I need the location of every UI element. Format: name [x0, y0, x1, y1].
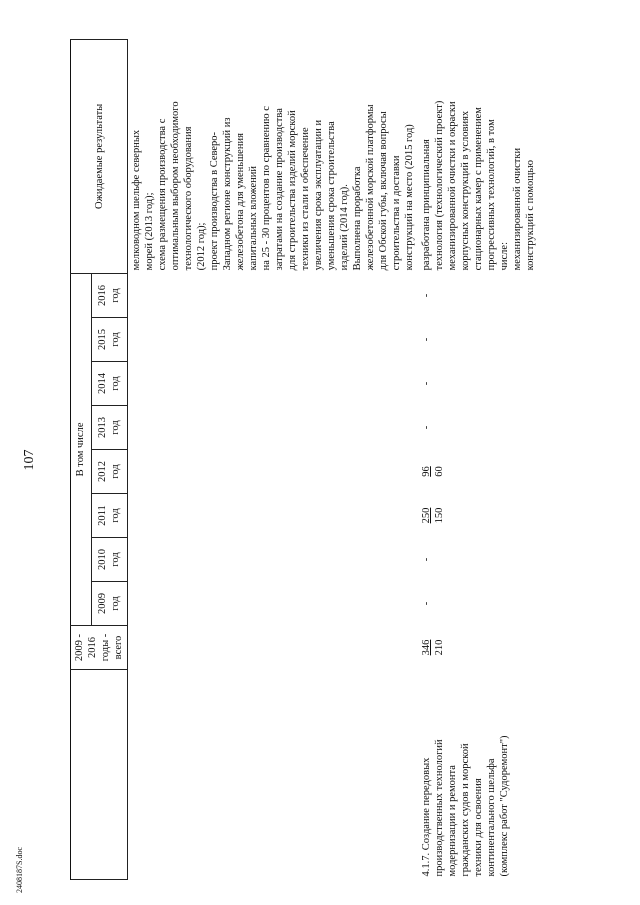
- header-row-1: [71, 39, 92, 879]
- header-total: 2009 - 2016 годы - всего: [71, 626, 128, 670]
- row-2012-top: 96: [421, 466, 432, 477]
- row-results: разработана принципиальная технология (технологический проект) механизированной очистки и окраски корпусных конструкций в условиях стационарных камер с применением прогрессивных технологий, в том числе: механизированной очистки конструкций с помощью: [421, 100, 536, 271]
- header-year: 2009 год: [91, 582, 127, 626]
- header-year: 2011 год: [91, 494, 127, 538]
- row-name: 4.1.7. Создание передовых производственных технологий модернизации и ремонта гражданских судов и морской техники для освоения континентального шельфа (комплекс работ "Судоремонт"): [421, 735, 510, 877]
- row-2013: -: [421, 425, 432, 430]
- rotated-page: [22, 40, 630, 880]
- row-2012-bottom: 60: [434, 466, 445, 477]
- row-2010: -: [421, 557, 432, 562]
- header-year: 2015 год: [91, 318, 127, 362]
- header-year: 2014 год: [91, 362, 127, 406]
- header-year: 2012 год: [91, 450, 127, 494]
- header-in-total: В том числе: [71, 273, 92, 625]
- header-year: 2013 год: [91, 406, 127, 450]
- row-total: [418, 626, 539, 670]
- page-number: 107: [22, 449, 37, 471]
- row-2011-bottom: 150: [434, 507, 445, 524]
- header-year: 2016 год: [91, 273, 127, 317]
- row-total-top: 346: [421, 639, 432, 656]
- row-2016: -: [421, 293, 432, 298]
- continuation-row: [128, 39, 419, 879]
- row-2014: -: [421, 381, 432, 386]
- footer-filename: 2408187S.doc: [15, 847, 24, 893]
- row-2015: -: [421, 337, 432, 342]
- row-2011: [418, 494, 539, 538]
- row-2012: [418, 450, 539, 494]
- header-year: 2010 год: [91, 538, 127, 582]
- header-results: Ожидаемые результаты: [71, 39, 128, 273]
- row-total-bottom: 210: [434, 639, 445, 656]
- program-table: [70, 39, 539, 880]
- row-2009: -: [421, 601, 432, 606]
- row-2011-top: 250: [421, 507, 432, 524]
- table-row: [418, 39, 539, 879]
- continuation-results: мелководном шельфе северных морей (2013 год); схема размещения производства с оптимальным выбором необходимого технологического оборудования (2012 год); проект производства в Северо- Западном регионе конструкций из железобетона для уменьшения капитальных вложений на 25 - 30 процентов по сравнению с затратами на создание производства для строительства изделий морской техники из стали и обеспечение увеличения срока эксплуатации и уменьшения срока строительства изделий (2014 год). Выполнена проработка железобетонной морской платформы для Обской губы, включая вопросы строительства и доставки конструкций на место (2015 год): [131, 101, 415, 271]
- header-name-cell: [71, 670, 128, 880]
